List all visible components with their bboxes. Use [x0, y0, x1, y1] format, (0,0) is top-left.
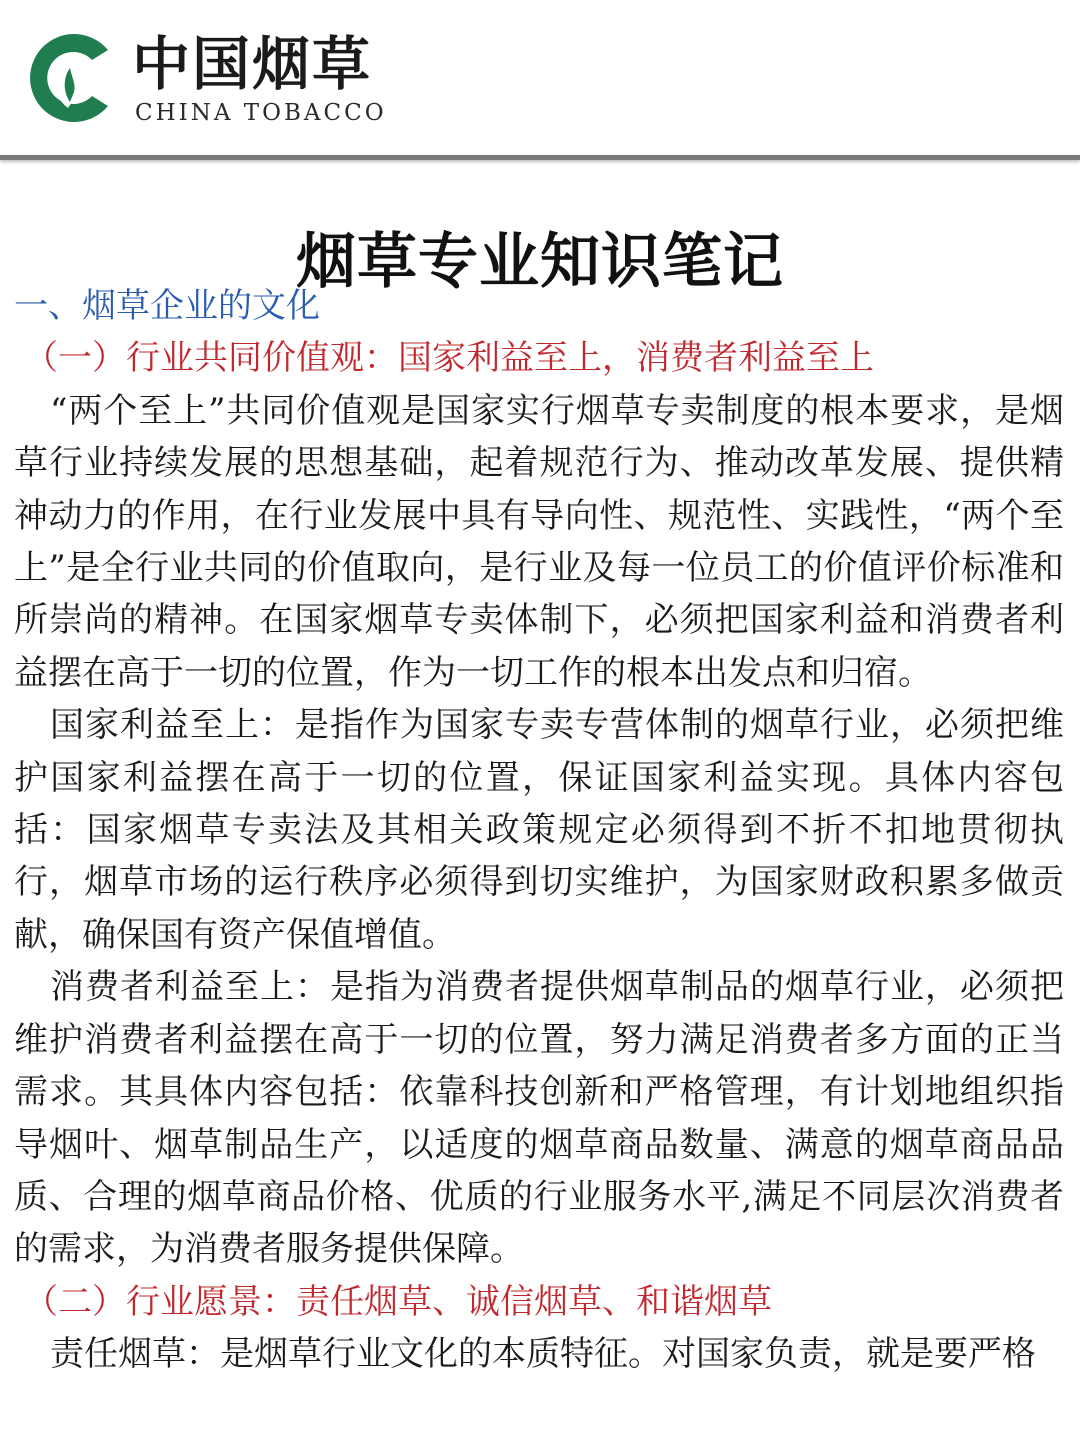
header-divider: [0, 155, 1080, 160]
paragraph: 国家利益至上：是指作为国家专卖专营体制的烟草行业，必须把维护国家利益摆在高于一切的位置，保证国家利益实现。具体内容包括：国家烟草专卖法及其相关政策规定必须得到不折不扣地贯彻执行，烟草市场的运行秩序必须得到切实维护，为国家财政积累多做贡献，确保国有资产保值增值。: [14, 705, 1064, 955]
section-heading: 一、烟草企业的文化: [14, 286, 320, 326]
document-body: [14, 280, 1064, 1381]
paragraph: 消费者利益至上：是指为消费者提供烟草制品的烟草行业，必须把维护消费者利益摆在高于一切的位置，努力满足消费者多方面的正当需求。其具体内容包括：依靠科技创新和严格管理，有计划地组织指导烟叶、烟草制品生产，以适度的烟草商品数量、满意的烟草商品品质、合理的烟草商品价格、优质的行业服务水平,满足不同层次消费者的需求，为消费者服务提供保障。: [14, 967, 1064, 1270]
page-title: 烟草专业知识笔记: [296, 227, 784, 298]
subsection-heading: （二）行业愿景：责任烟草、诚信烟草、和谐烟草: [24, 1281, 772, 1322]
subsection-heading: （一）行业共同价值观：国家利益至上，消费者利益至上: [24, 338, 874, 379]
china-tobacco-logo-icon: [20, 28, 120, 128]
header: [0, 0, 1080, 158]
logo-chinese-text: 中国烟草: [132, 30, 373, 98]
logo-english-text: CHINA TOBACCO: [135, 100, 387, 126]
paragraph: 责任烟草：是烟草行业文化的本质特征。对国家负责，就是要严格: [50, 1334, 1036, 1375]
paragraph: “两个至上”共同价值观是国家实行烟草专卖制度的根本要求，是烟草行业持续发展的思想基础，起着规范行为、推动改革发展、提供精神动力的作用，在行业发展中具有导向性、规范性、实践性，“两个至上”是全行业共同的价值取向，是行业及每一位员工的价值评价标准和所崇尚的精神。在国家烟草专卖体制下，必须把国家利益和消费者利益摆在高于一切的位置，作为一切工作的根本出发点和归宿。: [14, 390, 1064, 693]
